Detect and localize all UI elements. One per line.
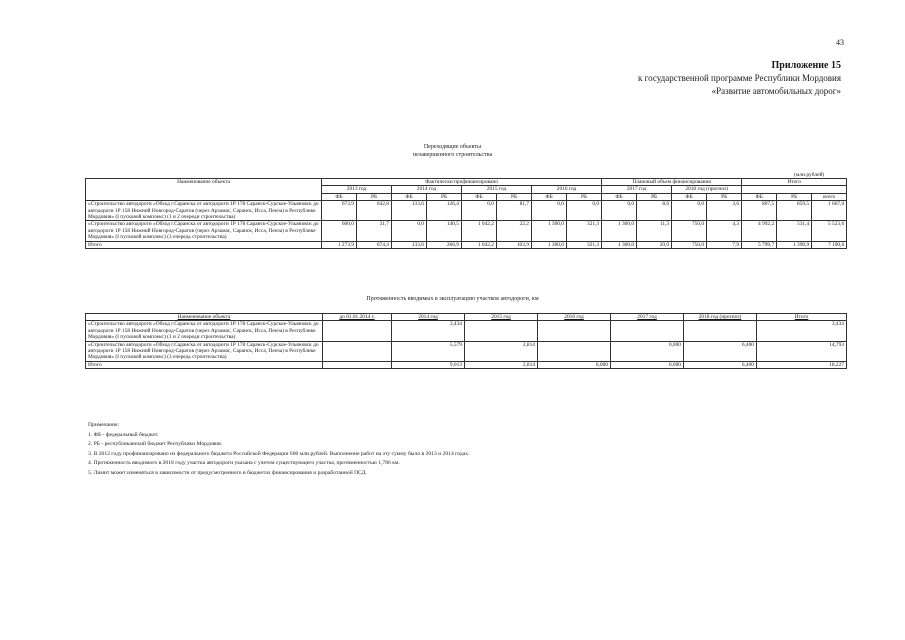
col-header: 2017 год	[611, 314, 684, 321]
col-header: 2016 год	[538, 314, 611, 321]
value-cell: 0,000	[611, 361, 684, 368]
fb-header: ФБ	[742, 193, 777, 200]
fb-header: ФБ	[322, 193, 357, 200]
fb-header: ФБ	[462, 193, 497, 200]
rb-header: РБ	[427, 193, 462, 200]
value-cell: 1 042,2	[462, 241, 497, 248]
col-header: 2015 год	[465, 314, 538, 321]
note-item: 4. Протяженность вводимого в 2018 году участка автодороги указана с учетом существующего участка, протяженностью 1,786 км.	[88, 460, 400, 467]
value-cell: 2,814	[465, 341, 538, 361]
table-row	[86, 341, 847, 361]
value-cell: 1 390,9	[777, 241, 812, 248]
col-header-object: Наименование объекта	[86, 179, 322, 201]
object-name: «Строительство автодороги «Обход г.Саранска от автодороги 1Р 178 Саранск-Сурское-Ульяновск до автодороги 1Р 158 Нижний Новгород-Саратов (через Арзамас, Саранск, Исса, Пенза) в Республике Мордовия» (I пусковой комплекс) (3 очередь строительства)	[86, 341, 323, 361]
value-cell: 7,9	[707, 241, 742, 248]
fb-header: ФБ	[392, 193, 427, 200]
value-cell: 6,400	[684, 341, 757, 361]
col-header: 2018 год (прогноз)	[684, 314, 757, 321]
value-cell: 600,0	[322, 221, 357, 241]
value-cell: 3,434	[392, 321, 465, 341]
notes-block	[88, 421, 469, 479]
value-cell: 1 300,0	[532, 241, 567, 248]
value-cell: 5,579	[392, 341, 465, 361]
value-cell	[465, 321, 538, 341]
year-header: 2014 год	[392, 186, 462, 193]
value-cell: 14,793	[757, 341, 847, 361]
value-cell: 1 273,9	[322, 241, 357, 248]
value-cell: 1 300,0	[602, 241, 637, 248]
rb-header: РБ	[567, 193, 602, 200]
table1-title-line2: незавершенного строительства	[412, 152, 493, 158]
value-cell: 321,3	[567, 221, 602, 241]
value-cell: 750,0	[672, 241, 707, 248]
value-cell: 81,7	[497, 201, 532, 221]
value-cell	[684, 321, 757, 341]
rb-header: РБ	[777, 193, 812, 200]
value-cell: 3,434	[757, 321, 847, 341]
value-cell: 31,7	[357, 221, 392, 241]
appendix-title: Приложение 15	[771, 60, 841, 71]
table2-header-row	[86, 314, 847, 321]
rb-header: РБ	[707, 193, 742, 200]
value-cell	[323, 361, 392, 368]
value-cell	[538, 341, 611, 361]
value-cell	[323, 321, 392, 341]
unit-label: (млн.рублей)	[794, 172, 825, 178]
note-item: 5. Лимит может изменяться в зависимости от предусмотренного в бюджетах финансирования и разработанной ПСД.	[88, 469, 367, 476]
value-cell: 859,5	[777, 201, 812, 221]
year-header: 2016 год	[532, 186, 602, 193]
value-cell: 1 300,0	[602, 221, 637, 241]
group-header-total: Итого	[742, 179, 847, 186]
value-cell: 8,6	[637, 201, 672, 221]
value-cell: 321,3	[567, 241, 602, 248]
value-cell: 5 799,7	[742, 241, 777, 248]
value-cell: 673,9	[322, 201, 357, 221]
value-cell: 20,0	[637, 241, 672, 248]
value-cell: 0,0	[462, 201, 497, 221]
value-cell: 0,000	[538, 361, 611, 368]
col-header-object: Наименование объекта	[86, 314, 323, 321]
note-item: 1. ФБ - федеральный бюджет.	[88, 431, 159, 438]
table-row	[86, 201, 847, 221]
program-name: «Развитие автомобильных дорог»	[711, 86, 841, 96]
value-cell: 9,013	[392, 361, 465, 368]
value-cell: 140,5	[427, 221, 462, 241]
value-cell: 0,0	[672, 201, 707, 221]
road-length-table	[85, 313, 847, 369]
value-cell: 750,0	[672, 221, 707, 241]
value-cell: 5 523,6	[812, 221, 847, 241]
value-cell: 807,5	[742, 201, 777, 221]
value-cell	[611, 321, 684, 341]
value-cell: 0,0	[392, 221, 427, 241]
object-name: «Строительство автодороги «Обход г.Саранска от автодороги 1Р 178 Саранск-Сурское-Ульяновск до автодороги 1Р 158 Нижний Новгород-Саратов (через Арзамас, Саранск, Исса, Пенза) в Республике Мордовия» (I пусковой комплекс) (3 очередь строительства)	[86, 221, 322, 241]
object-name: «Строительство автодороги «Обход г.Саранска от автодороги 1Р 178 Саранск-Сурское-Ульяновск до автодороги 1Р 158 Нижний Новгород-Саратов (через Арзамас, Саранск, Исса, Пенза) в Республике Мордовия» (I пусковой комплекс) (1 и 2 очереди строительства)	[86, 201, 322, 221]
object-name: «Строительство автодороги «Обход г.Саранска от автодороги 1Р 178 Саранск-Сурское-Ульяновск до автодороги 1Р 158 Нижний Новгород-Саратов (через Арзамас, Саранск, Исса, Пенза) в Республике Мордовия» (I пусковой комплекс) (1 и 2 очереди строительства)	[86, 321, 323, 341]
col-header: Итого	[757, 314, 847, 321]
value-cell: 22,2	[497, 221, 532, 241]
value-cell: 1 667,0	[812, 201, 847, 221]
value-cell: 133,6	[392, 201, 427, 221]
value-cell: 18,227	[757, 361, 847, 368]
table-row	[86, 221, 847, 241]
fb-header: ФБ	[602, 193, 637, 200]
table1-header-row-1	[86, 179, 847, 186]
value-cell: 133,6	[392, 241, 427, 248]
value-cell: 1 300,0	[532, 221, 567, 241]
year-header: 2018 год (прогноз)	[672, 186, 742, 193]
value-cell: 0,000	[611, 341, 684, 361]
value-cell: 103,9	[497, 241, 532, 248]
value-cell	[323, 341, 392, 361]
total-label: Итого	[86, 361, 323, 368]
rb-header: РБ	[497, 193, 532, 200]
appendix-subtitle: к государственной программе Республики Мордовия	[638, 73, 841, 83]
total-header: всего	[812, 193, 847, 200]
fb-header: ФБ	[532, 193, 567, 200]
note-item: 2. РБ - республиканский бюджет Республики Мордовия.	[88, 441, 223, 448]
notes-heading: Примечание:	[88, 422, 120, 428]
value-cell: 6,400	[684, 361, 757, 368]
year-header: 2013 год	[322, 186, 392, 193]
table1-title-line1: Переходящие объекты	[423, 144, 482, 150]
year-header: 2015 год	[462, 186, 532, 193]
value-cell: 674,4	[357, 241, 392, 248]
rb-header: РБ	[637, 193, 672, 200]
note-item: 3. В 2012 году профинансировано из федерального бюджета Российской Федерации 600 млн.рублей. Выполнение работ на эту сумму было в 2013 и 2014 годах.	[88, 450, 470, 457]
value-cell: 7 190,6	[812, 241, 847, 248]
value-cell: 126,4	[427, 201, 462, 221]
value-cell: 0,0	[602, 201, 637, 221]
total-row	[86, 241, 847, 248]
value-cell: 266,9	[427, 241, 462, 248]
total-spacer	[742, 186, 847, 193]
value-cell: 3,6	[707, 201, 742, 221]
fb-header: ФБ	[672, 193, 707, 200]
group-header-plan: Плановый объем финансирования	[602, 179, 742, 186]
value-cell: 531,4	[777, 221, 812, 241]
value-cell: 11,3	[637, 221, 672, 241]
table2-title: Протяженность вводимых в эксплуатацию участков автодороги, км	[366, 296, 539, 302]
col-header: 2014 год	[392, 314, 465, 321]
total-row	[86, 361, 847, 368]
value-cell: 4 992,2	[742, 221, 777, 241]
total-label: Итого	[86, 241, 322, 248]
group-header-fact: Фактически профинансировано	[322, 179, 602, 186]
value-cell: 4,3	[707, 221, 742, 241]
rb-header: РБ	[357, 193, 392, 200]
page-number: 43	[836, 38, 844, 47]
value-cell	[538, 321, 611, 341]
value-cell: 0,0	[532, 201, 567, 221]
financing-table	[85, 178, 847, 249]
value-cell: 2,814	[465, 361, 538, 368]
value-cell: 1 042,2	[462, 221, 497, 241]
col-header: до 01.01.2014 г.	[323, 314, 392, 321]
table-row	[86, 321, 847, 341]
value-cell: 0,0	[567, 201, 602, 221]
value-cell: 642,8	[357, 201, 392, 221]
year-header: 2017 год	[602, 186, 672, 193]
